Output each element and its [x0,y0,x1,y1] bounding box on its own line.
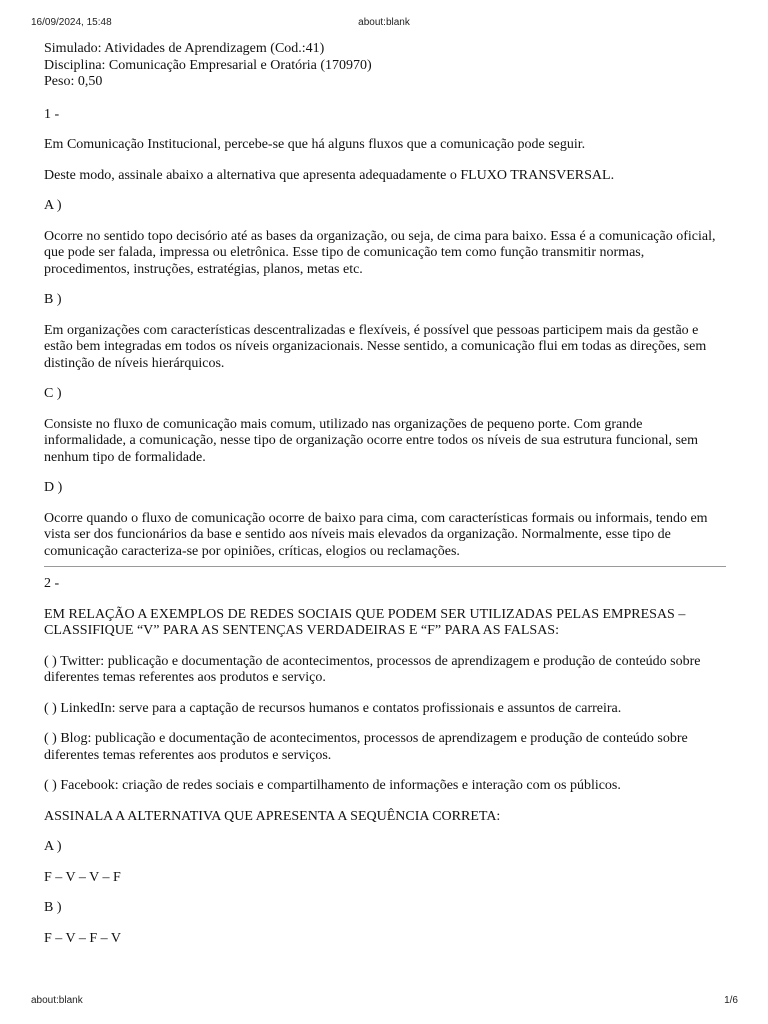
statement-facebook: ( ) Facebook: criação de redes sociais e compartilhamento de informações e interação com os públicos. [44,778,621,793]
question-divider [44,566,726,567]
option-label-b[interactable]: B ) [44,900,62,915]
question-1 [44,107,726,561]
option-text-a: Ocorre no sentido topo decisório até as bases da organização, ou seja, de cima para baixo. Essa é a comunicação oficial, que pode ser falada, impressa ou eletrônica. Esse tipo de comunicação tem como função transmitir normas, procedimentos, instruções, estratégias, planos, metas etc. [44,228,716,277]
option-text-c: Consiste no fluxo de comunicação mais comum, utilizado nas organizações de pequeno porte. Com grande informalidade, a comunicação, nesse tipo de organização ocorre entre todos os níveis de sua estrutura funcional, sem nenhum tipo de formalidade. [44,416,699,465]
question-number: 2 - [44,576,60,591]
option-text-b: F – V – F – V [44,930,122,946]
option-label-a[interactable]: A ) [44,198,62,213]
option-text-b: Em organizações com características descentralizadas e flexíveis, é possível que pessoas participem mais da gestão e estão bem integradas em todos os níveis organizacionais. Nesse sentido, a comunicação flui em todas as direções, sem distinção de níveis hierárquicos. [44,322,707,371]
statement-twitter: ( ) Twitter: publicação e documentação de acontecimentos, processos de aprendizagem e produção de conteúdo sobre diferentes temas referentes aos produtos e serviço. [44,653,701,685]
exam-header [44,41,726,91]
question-intro: EM RELAÇÃO A EXEMPLOS DE REDES SOCIAIS QUE PODEM SER UTILIZADAS PELAS EMPRESAS – CLASSIFIQUE “V” PARA AS SENTENÇAS VERDADEIRAS E “F” PARA AS FALSAS: [44,606,686,638]
exam-discipline: Disciplina: Comunicação Empresarial e Oratória (170970) [44,57,372,73]
print-title: about:blank [358,17,410,28]
print-datetime: 16/09/2024, 15:48 [31,17,112,28]
document-body [44,41,726,961]
question-2 [44,576,726,947]
option-label-d[interactable]: D ) [44,480,63,495]
question-prompt: Deste modo, assinale abaixo a alternativa que apresenta adequadamente o FLUXO TRANSVERSAL. [44,167,615,183]
statement-blog: ( ) Blog: publicação e documentação de acontecimentos, processos de aprendizagem e produção de conteúdo sobre diferentes temas referentes aos produtos e serviços. [44,731,688,763]
page-number: 1/6 [724,995,738,1006]
option-label-c[interactable]: C ) [44,386,62,401]
question-intro: Em Comunicação Institucional, percebe-se que há alguns fluxos que a comunicação pode seguir. [44,137,586,152]
question-prompt: ASSINALA A ALTERNATIVA QUE APRESENTA A SEQUÊNCIA CORRETA: [44,808,501,824]
print-url: about:blank [31,995,83,1006]
question-number: 1 - [44,106,60,122]
statement-linkedin: ( ) LinkedIn: serve para a captação de recursos humanos e contatos profissionais e assuntos de carreira. [44,700,622,716]
print-header [0,17,768,31]
option-text-a: F – V – V – F [44,869,121,885]
option-text-d: Ocorre quando o fluxo de comunicação ocorre de baixo para cima, com características formais ou informais, tendo em vista ser dos funcionários da base e sentido aos níveis mais elevados da organização. Normalmente, esse tipo de comunicação caracteriza-se por opiniões, críticas, elogios ou reclamações. [44,510,708,559]
exam-title: Simulado: Atividades de Aprendizagem (Cod.:41) [44,41,325,56]
exam-weight: Peso: 0,50 [44,74,103,89]
option-label-a[interactable]: A ) [44,839,62,854]
print-footer [0,995,768,1009]
option-label-b[interactable]: B ) [44,292,62,307]
